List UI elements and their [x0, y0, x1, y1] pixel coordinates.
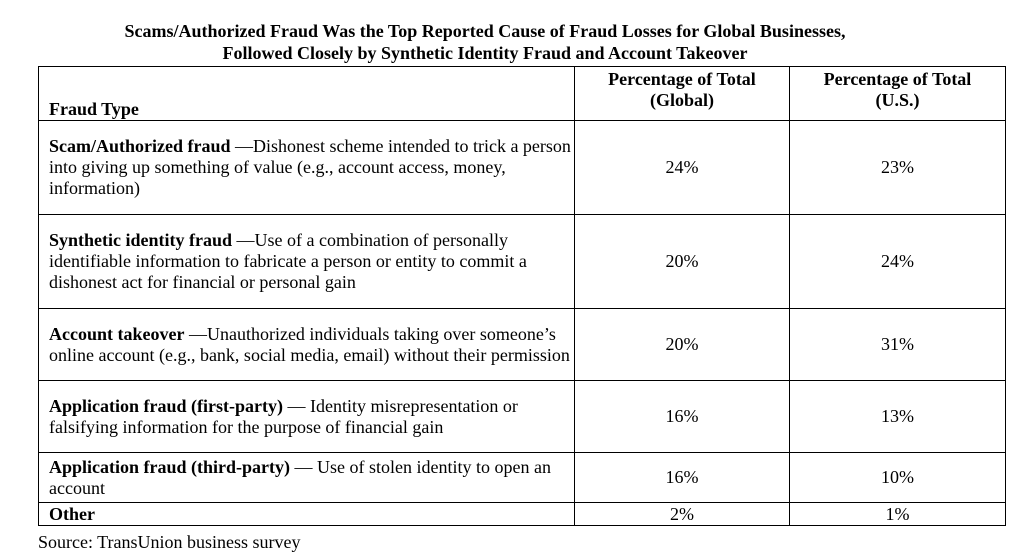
percentage-global-cell: 2%	[575, 503, 790, 526]
fraud-type-name: Application fraud (third-party)	[49, 456, 291, 477]
header-global-line-2: (Global)	[649, 90, 714, 110]
header-percentage-global	[575, 67, 790, 121]
fraud-type-name: Application fraud (first-party)	[49, 395, 283, 416]
fraud-type-table	[38, 66, 1006, 526]
fraud-type-cell	[39, 453, 575, 503]
fraud-type-description: — Identity misrepresentation or falsifying information for the purpose of financial gain	[49, 395, 518, 437]
header-fraud-type: Fraud Type	[39, 67, 575, 121]
source-note: Source: TransUnion business survey	[38, 532, 301, 552]
fraud-type-name: Synthetic identity fraud	[49, 230, 233, 250]
table-row	[39, 503, 1006, 526]
percentage-us-cell: 23%	[790, 121, 1006, 215]
table-row	[39, 121, 1006, 215]
header-global-line-1: Percentage of Total	[608, 69, 756, 89]
percentage-global-cell: 24%	[575, 121, 790, 215]
header-us-line-2: (U.S.)	[875, 90, 920, 110]
fraud-type-cell	[39, 215, 575, 309]
title-line-1: Scams/Authorized Fraud Was the Top Reported Cause of Fraud Losses for Global Businesses,	[124, 21, 846, 41]
percentage-global-cell: 16%	[575, 381, 790, 453]
table-title	[0, 20, 970, 64]
fraud-type-cell	[39, 121, 575, 215]
fraud-type-name: Other	[49, 503, 95, 524]
table-row	[39, 309, 1006, 381]
table-row	[39, 453, 1006, 503]
table-row	[39, 215, 1006, 309]
percentage-us-cell: 1%	[790, 503, 1006, 526]
table-row	[39, 381, 1006, 453]
fraud-type-description: —Use of a combination of personally identifiable information to fabricate a person or entity to commit a dishonest act for financial or personal gain	[49, 230, 527, 292]
fraud-type-cell	[39, 381, 575, 453]
fraud-type-description: — Use of stolen identity to open an account	[49, 456, 551, 498]
fraud-type-cell	[39, 503, 575, 526]
header-percentage-us	[790, 67, 1006, 121]
percentage-global-cell: 16%	[575, 453, 790, 503]
table-header-row	[39, 67, 1006, 121]
fraud-type-name: Scam/Authorized fraud	[49, 136, 231, 156]
percentage-global-cell: 20%	[575, 309, 790, 381]
fraud-type-description: —Unauthorized individuals taking over someone’s online account (e.g., bank, social media, email) without their permission	[49, 323, 570, 365]
header-us-line-1: Percentage of Total	[823, 69, 972, 89]
percentage-us-cell: 13%	[790, 381, 1006, 453]
percentage-us-cell: 10%	[790, 453, 1006, 503]
percentage-us-cell: 31%	[790, 309, 1006, 381]
percentage-us-cell: 24%	[790, 215, 1006, 309]
fraud-type-cell	[39, 309, 575, 381]
percentage-global-cell: 20%	[575, 215, 790, 309]
title-line-2: Followed Closely by Synthetic Identity Fraud and Account Takeover	[222, 43, 748, 63]
fraud-type-description: —Dishonest scheme intended to trick a person into giving up something of value (e.g., account access, money, information)	[49, 136, 571, 198]
fraud-type-name: Account takeover	[49, 323, 185, 344]
